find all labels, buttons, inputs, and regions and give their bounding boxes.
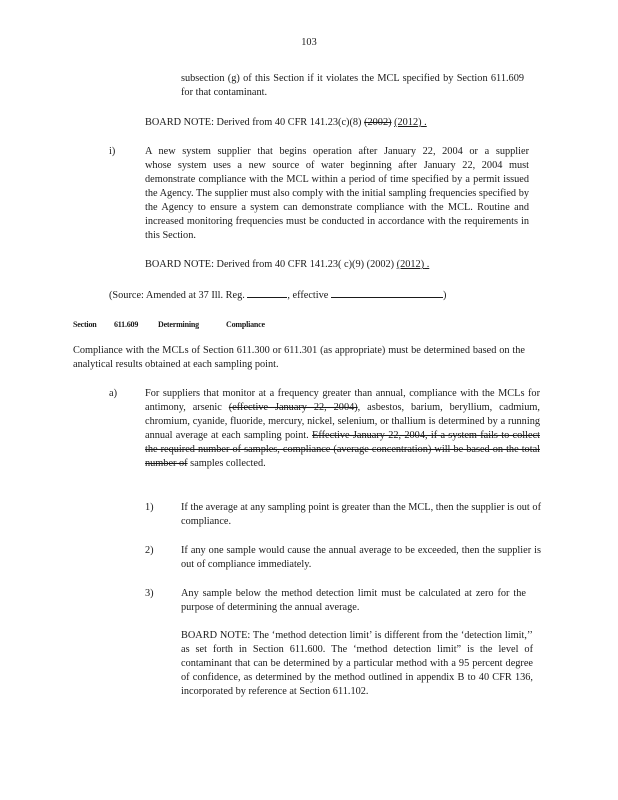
section-heading <box>0 318 618 330</box>
continuation-paragraph: subsection (g) of this Section if it violates the MCL specified by Section 611.609 for that contaminant. <box>181 73 524 98</box>
inserted-period-i: . <box>424 259 430 270</box>
inserted-year-i: (2012) <box>396 259 425 270</box>
source-line <box>109 287 529 303</box>
section-number: 611.609 <box>114 320 139 329</box>
section-intro: Compliance with the MCLs of Section 611.300 or 611.301 (as appropriate) must be determined based on the analytical results obtained at each sampling point. <box>73 345 525 370</box>
item-a-deleted-2: Effective January 22, 2004, if a system fails to collect the required number of samples, compliance (average concentration) will be based on the total number of <box>145 430 540 469</box>
section-label: Section <box>73 320 97 329</box>
source-end: ) <box>442 290 447 301</box>
source-middle: , effective <box>287 290 331 301</box>
item-a-paragraph <box>145 387 540 471</box>
item-a-deleted-1: (effective January 22, 2004) <box>228 402 358 413</box>
item-a-text-c: samples collected. <box>187 458 266 469</box>
source-prefix: (Source: Amended at 37 Ill. Reg. <box>109 290 248 301</box>
item-a-text-a: For suppliers that monitor at a frequency greater than annual, compliance with the MCLs for antimony, arsenic <box>145 388 540 413</box>
page-number: 103 <box>301 37 317 48</box>
subitem-1-text: If the average at any sampling point is greater than the MCL, then the supplier is out of compliance. <box>181 502 541 527</box>
item-a-text-b: , asbestos, barium, beryllium, cadmium, chromium, cyanide, fluoride, mercury, nickel, selenium, or thallium is determined by a running annual average at each sampling point. <box>145 402 541 441</box>
item-i-first-line: A new system supplier that begins operation after January 22, 2004 or a supplier <box>145 146 529 157</box>
section-title-word-2: Compliance <box>226 320 265 329</box>
effective-date-blank <box>331 287 443 298</box>
subitem-3-label: 3) <box>145 588 154 599</box>
board-note-h-text: BOARD NOTE: Derived from 40 CFR 141.23(c)(8) <box>145 117 365 128</box>
item-a-label: a) <box>109 388 117 399</box>
subitem-2-label: 2) <box>145 545 154 556</box>
subitem-2-text: If any one sample would cause the annual average to be exceeded, then the supplier is out of compliance immediately. <box>181 545 541 570</box>
section-title-word-1: Determining <box>158 320 199 329</box>
board-note-3: BOARD NOTE: The ‘method detection limit’ is different from the ‘detection limit,’’ as set forth in Section 611.600. The ‘method detection limit” is the level of contaminant that can be determined by a particular method with a 95 percent degree of confidence, as determined by the method outlined in appendix B to 40 CFR 136, incorporated by reference at Section 611.102. <box>181 630 533 697</box>
deleted-year: (2002) <box>364 117 392 128</box>
item-i-label: i) <box>109 146 116 157</box>
inserted-year: (2012) <box>394 117 422 128</box>
board-note-i-text: BOARD NOTE: Derived from 40 CFR 141.23( c)(9) (2002) <box>145 259 397 270</box>
subitem-3-text: Any sample below the method detection limit must be calculated at zero for the purpose of determining the annual average. <box>181 588 526 613</box>
board-note-h <box>145 116 525 130</box>
register-blank <box>247 287 287 298</box>
subitem-1-label: 1) <box>145 502 154 513</box>
inserted-period: . <box>421 117 427 128</box>
board-note-i <box>145 258 525 272</box>
item-i-paragraph: whose system uses a new source of water beginning after January 22, 2004 must demonstrate compliance with the MCL within a period of time specified by a permit issued the Agency. The supplier must also comply with the initial sampling frequencies specified by the Agency to ensure a system can demonstrate compliance with the MCL. Routine and increased monitoring frequencies must be conducted in accordance with the requirements in this Section. <box>145 160 529 241</box>
